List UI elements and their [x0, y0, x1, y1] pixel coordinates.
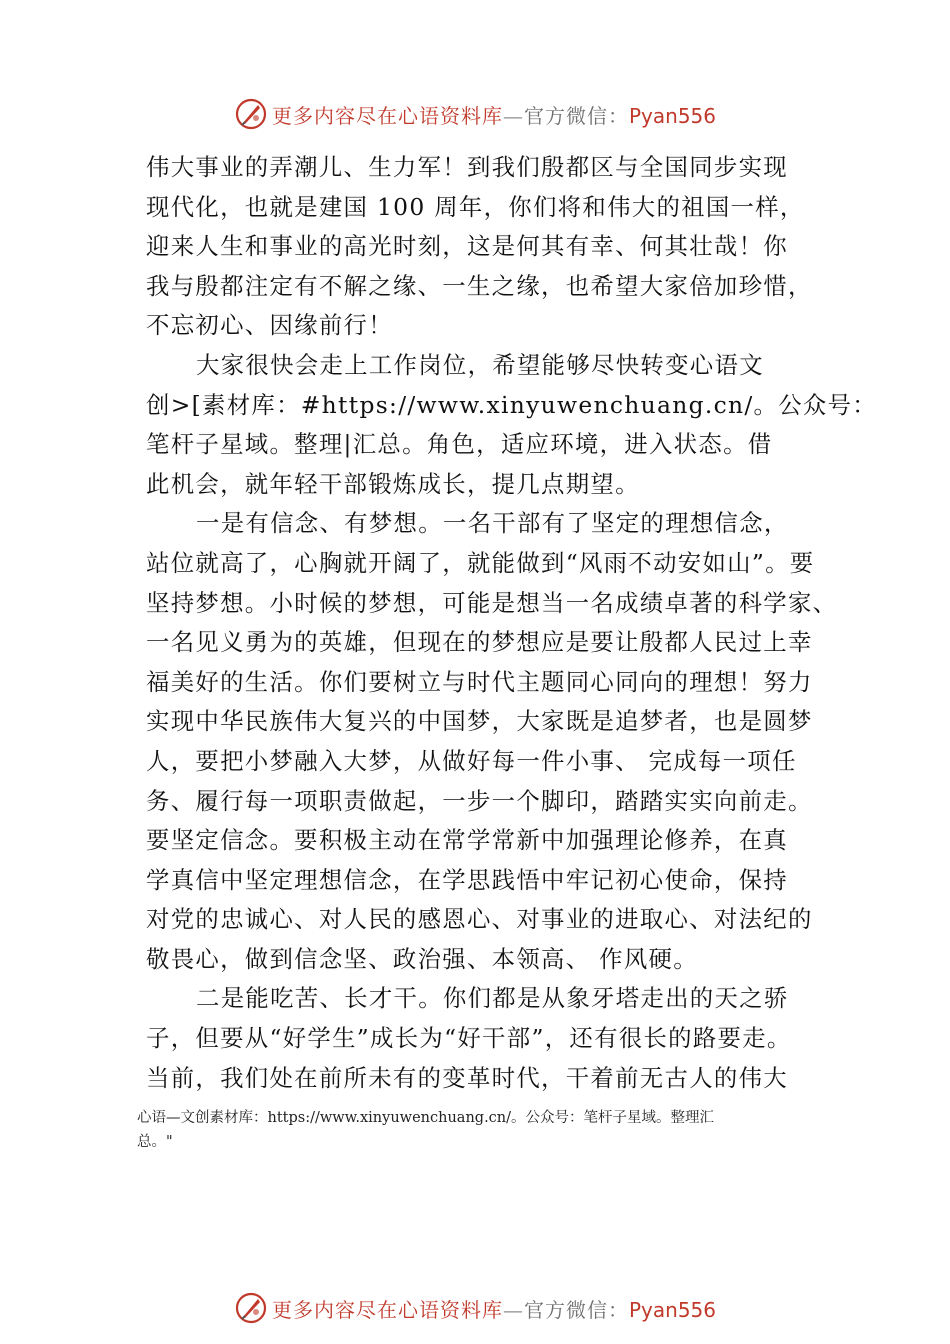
text-line: 二是能吃苦、长才干。你们都是从象牙塔走出的天之骄 — [196, 984, 789, 1013]
text-line: 伟大事业的弄潮儿、生力军！到我们殷都区与全国同步实现 — [146, 153, 788, 181]
text-line: 我与殷都注定有不解之缘、一生之缘，也希望大家倍加珍惜， — [146, 271, 813, 300]
text-line: 当前，我们处在前所未有的变革时代，干着前无古人的伟大 — [146, 1063, 788, 1092]
text-line: 此机会，就年轻干部锻炼成长，提几点期望。 — [146, 469, 640, 498]
banner-main-text: 更多内容尽在心语资料库 — [271, 103, 503, 128]
text-line: 不忘初心、因缘前行！ — [146, 311, 393, 340]
quill-pen-logo-icon — [234, 1291, 268, 1325]
quill-pen-logo-icon — [234, 97, 268, 131]
banner-separator: — — [502, 1297, 524, 1322]
text-line: 一名见义勇为的英雄，但现在的梦想应是要让殷都人民过上幸 — [146, 628, 813, 657]
text-line: 现代化，也就是建国 100 周年，你们将和伟大的祖国一样， — [146, 192, 805, 221]
text-line: 一是有信念、有梦想。一名干部有了坚定的理想信念， — [196, 509, 789, 538]
banner-text — [272, 1294, 716, 1323]
text-line: 对党的忠诚心、对人民的感恩心、对事业的进取心、对法纪的 — [146, 905, 813, 934]
banner-text — [272, 100, 716, 129]
text-line: 站位就高了，心胸就开阔了，就能做到“风雨不动安如山”。要 — [146, 548, 815, 577]
text-line: 要坚定信念。要积极主动在常学常新中加强理论修养，在真 — [146, 826, 788, 855]
text-line: 务、履行每一项职责做起，一步一个脚印，踏踏实实向前走。 — [146, 786, 813, 815]
footnote-line-1: 心语—文创素材库：https://www.xinyuwenchuang.cn/。公众号：笔杆子星域。整理汇 — [137, 1110, 715, 1126]
text-line: 坚持梦想。小时候的梦想，可能是想当一名成绩卓著的科学家、 — [146, 588, 838, 617]
footnote-line-2: 总。" — [137, 1134, 173, 1150]
text-line: 子，但要从“好学生”成长为“好干部”，还有很长的路要走。 — [146, 1024, 792, 1053]
text-line: 实现中华民族伟大复兴的中国梦，大家既是追梦者，也是圆梦 — [146, 707, 813, 736]
banner-main-text: 更多内容尽在心语资料库 — [271, 1297, 503, 1322]
banner-separator: — — [502, 103, 524, 128]
text-line: 福美好的生活。你们要树立与时代主题同心同向的理想！努力 — [146, 667, 813, 696]
text-line: 迎来人生和事业的高光时刻，这是何其有幸、何其壮哉！你 — [146, 232, 788, 261]
text-line: 笔杆子星域。整理|汇总。角色，适应环境，进入状态。借 — [146, 430, 773, 459]
text-line: 学真信中坚定理想信念，在学思践悟中牢记初心使命，保持 — [146, 865, 788, 894]
text-line: 大家很快会走上工作岗位，希望能够尽快转变心语文 — [196, 350, 764, 379]
page-footnote — [137, 1106, 827, 1154]
document-body — [146, 148, 877, 1098]
banner-wechat-label: 官方微信： — [523, 1297, 629, 1322]
footer-banner — [0, 1288, 950, 1328]
header-banner — [0, 94, 950, 134]
banner-wechat-label: 官方微信： — [523, 103, 629, 128]
banner-wechat-id: Pyan556 — [628, 103, 716, 128]
text-line: 创>[素材库：#https://www.xinyuwenchuang.cn/。公众号： — [146, 390, 877, 419]
banner-wechat-id: Pyan556 — [628, 1297, 716, 1322]
text-line: 人，要把小梦融入大梦，从做好每一件小事、 完成每一项任 — [146, 746, 797, 775]
text-line: 敬畏心，做到信念坚、政治强、本领高、 作风硬。 — [146, 944, 698, 973]
